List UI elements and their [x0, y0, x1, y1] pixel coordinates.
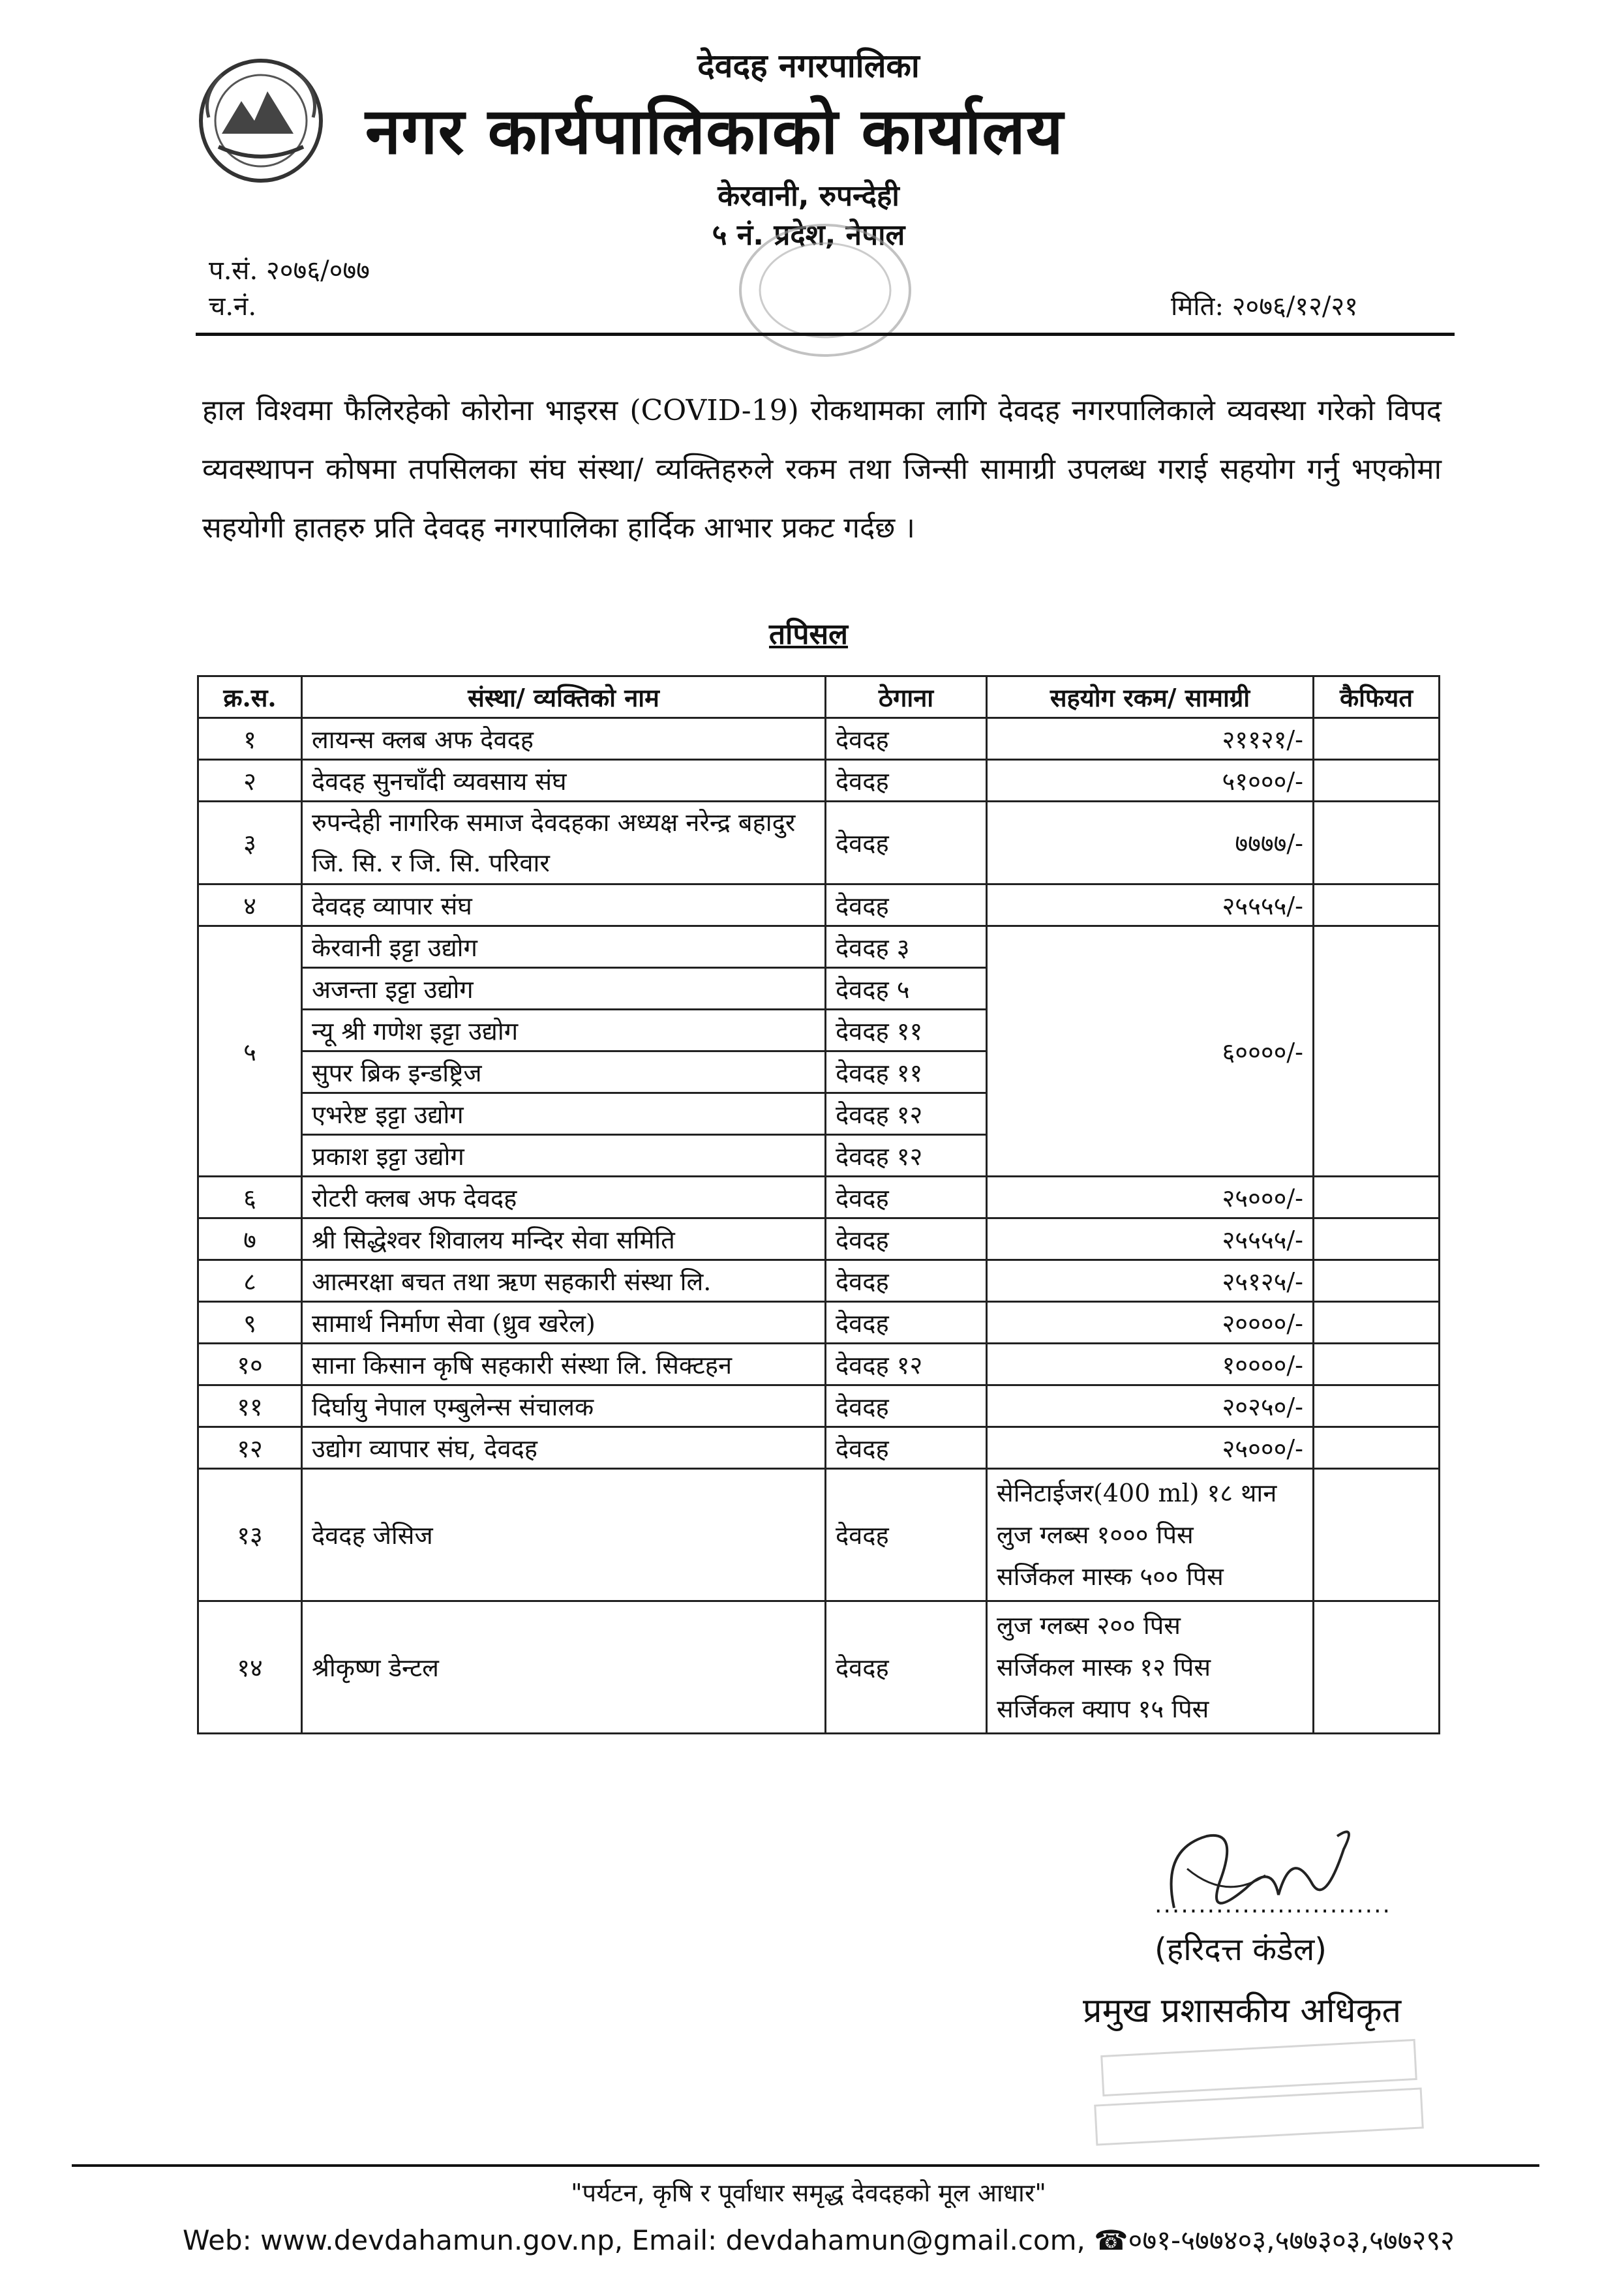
row-address: देवदह: [826, 802, 987, 884]
row-sn: ३: [198, 802, 302, 884]
row-address: देवदह: [826, 718, 987, 760]
footer-motto: "पर्यटन, कृषि र पूर्वाधार समृद्ध देवदहको मूल आधार": [571, 2179, 1046, 2207]
table-row: [198, 802, 1440, 884]
row-name: आत्मरक्षा बचत तथा ऋण सहकारी संस्था लि.: [302, 1260, 826, 1302]
row-remarks: [1314, 1469, 1440, 1601]
row-address: देवदह ५: [826, 968, 987, 1010]
table-row: [198, 1385, 1440, 1427]
row-amount: ५१०००/-: [987, 760, 1314, 802]
row-name: सामार्थ निर्माण सेवा (ध्रुव खरेल): [302, 1302, 826, 1344]
row-name: साना किसान कृषि सहकारी संस्था लि. सिक्टहन: [302, 1344, 826, 1385]
row-address: देवदह १२: [826, 1135, 987, 1177]
table-heading: तपिसल: [768, 618, 849, 651]
row-name: प्रकाश इट्टा उद्योग: [302, 1135, 826, 1177]
row-amount: २११२१/-: [987, 718, 1314, 760]
row-amount: १००००/-: [987, 1344, 1314, 1385]
col-address-header: ठेगाना: [826, 676, 987, 718]
row-sn: ६: [198, 1177, 302, 1218]
row-remarks: [1314, 1260, 1440, 1302]
row-remarks: [1314, 884, 1440, 926]
row-items: [987, 1469, 1314, 1601]
item-line: लुज ग्लब्स २०० पिस: [997, 1611, 1181, 1640]
address-line-2: ५ नं. प्रदेश, नेपाल: [712, 219, 905, 252]
signature-line: ...........................: [1155, 1892, 1391, 1918]
table-row: [198, 884, 1440, 926]
row-name: दिर्घायु नेपाल एम्बुलेन्स संचालक: [302, 1385, 826, 1427]
row-sn: ९: [198, 1302, 302, 1344]
name-stamp-icon: [1089, 2035, 1428, 2152]
row-remarks: [1314, 1218, 1440, 1260]
row-sn: १: [198, 718, 302, 760]
row-remarks: [1314, 1385, 1440, 1427]
row-remarks: [1314, 1427, 1440, 1469]
row-sn: १०: [198, 1344, 302, 1385]
row-name: श्री सिद्धेश्वर शिवालय मन्दिर सेवा समिति: [302, 1218, 826, 1260]
row-amount: २५५५५/-: [987, 1218, 1314, 1260]
row-items: [987, 1601, 1314, 1734]
row-remarks: [1314, 760, 1440, 802]
row-name: उद्योग व्यापार संघ, देवदह: [302, 1427, 826, 1469]
letter-date: मिति: २०७६/१२/२१: [1171, 292, 1358, 322]
table-row: [198, 760, 1440, 802]
row-address: देवदह: [826, 1385, 987, 1427]
row-address: देवदह ३: [826, 926, 987, 968]
row-remarks: [1314, 1601, 1440, 1734]
col-remarks-header: कैफियत: [1314, 676, 1440, 718]
row-remarks: [1314, 1302, 1440, 1344]
item-line: सर्जिकल मास्क १२ पिस: [997, 1653, 1211, 1682]
row-remarks: [1314, 718, 1440, 760]
header-divider: [196, 333, 1455, 336]
item-line: सर्जिकल क्याप १५ पिस: [997, 1695, 1209, 1723]
row-sn: ८: [198, 1260, 302, 1302]
dispatch-number: च.नं.: [209, 292, 257, 322]
footer-contact: Web: www.devdahamun.gov.np, Email: devdahamun@gmail.com, ☎०७१-५७७४०३,५७७३०३,५७७२९२: [183, 2224, 1455, 2256]
signature-icon: [1148, 1810, 1370, 1941]
row-name: देवदह जेसिज: [302, 1469, 826, 1601]
row-name: न्यू श्री गणेश इट्टा उद्योग: [302, 1010, 826, 1051]
row-name: अजन्ता इट्टा उद्योग: [302, 968, 826, 1010]
row-address: देवदह: [826, 1218, 987, 1260]
row-address: देवदह: [826, 1469, 987, 1601]
row-address: देवदह ११: [826, 1010, 987, 1051]
row-amount: ७७७७/-: [987, 802, 1314, 884]
row-name: लायन्स क्लब अफ देवदह: [302, 718, 826, 760]
row-remarks: [1314, 1177, 1440, 1218]
row-name: केरवानी इट्टा उद्योग: [302, 926, 826, 968]
municipality-name: देवदह नगरपालिका: [697, 47, 920, 85]
row-address: देवदह: [826, 1601, 987, 1734]
row-amount: ६००००/-: [987, 926, 1314, 1177]
row-address: देवदह १२: [826, 1093, 987, 1135]
row-name: रोटरी क्लब अफ देवदह: [302, 1177, 826, 1218]
row-address: देवदह ११: [826, 1051, 987, 1093]
row-amount: २००००/-: [987, 1302, 1314, 1344]
table-row: [198, 1260, 1440, 1302]
table-row: [198, 1344, 1440, 1385]
signatory-title: प्रमुख प्रशासकीय अधिकृत: [1083, 1991, 1402, 2031]
table-header-row: [198, 676, 1440, 718]
row-address: देवदह १२: [826, 1344, 987, 1385]
table-row: [198, 1469, 1440, 1601]
row-sn: ५: [198, 926, 302, 1177]
donor-table: [197, 675, 1440, 1734]
table-row: [198, 926, 1440, 968]
table-row: [198, 1427, 1440, 1469]
item-line: सेनिटाईजर(400 ml) १८ थान: [997, 1479, 1277, 1507]
office-stamp-icon: [731, 215, 920, 365]
row-remarks: [1314, 802, 1440, 884]
row-name: देवदह व्यापार संघ: [302, 884, 826, 926]
item-line: सर्जिकल मास्क ५०० पिस: [997, 1562, 1224, 1591]
row-address: देवदह: [826, 884, 987, 926]
row-sn: ११: [198, 1385, 302, 1427]
row-name: सुपर ब्रिक इन्डष्ट्रिज: [302, 1051, 826, 1093]
table-row: [198, 1601, 1440, 1734]
row-sn: ७: [198, 1218, 302, 1260]
table-row: [198, 1177, 1440, 1218]
table-row: [198, 1302, 1440, 1344]
row-sn: २: [198, 760, 302, 802]
row-name: श्रीकृष्ण डेन्टल: [302, 1601, 826, 1734]
row-name: रुपन्देही नागरिक समाज देवदहका अध्यक्ष नरेन्द्र बहादुर जि. सि. र जि. सि. परिवार: [302, 802, 826, 884]
row-amount: २०२५०/-: [987, 1385, 1314, 1427]
signatory-name: (हरिदत्त कंडेल): [1155, 1931, 1327, 1968]
col-name-header: संस्था/ व्यक्तिको नाम: [302, 676, 826, 718]
reference-number: प.सं. २०७६/०७७: [209, 256, 370, 286]
row-amount: २५५५५/-: [987, 884, 1314, 926]
footer-divider: [72, 2164, 1539, 2167]
col-amount-header: सहयोग रकम/ सामाग्री: [987, 676, 1314, 718]
row-sn: १४: [198, 1601, 302, 1734]
col-sn-header: क्र.स.: [198, 676, 302, 718]
row-amount: २५०००/-: [987, 1427, 1314, 1469]
row-sn: १२: [198, 1427, 302, 1469]
table-row: [198, 1218, 1440, 1260]
body-paragraph: हाल विश्वमा फैलिरहेको कोरोना भाइरस (COVID-19) रोकथामका लागि देवदह नगरपालिकाले व्यवस्था गरेको विपद व्यवस्थापन कोषमा तपसिलका संघ संस्था/ व्यक्तिहरुले रकम तथा जिन्सी सामाग्री उपलब्ध गराई सहयोग गर्नु भएकोमा सहयोगी हातहरु प्रति देवदह नगरपालिका हार्दिक आभार प्रकट गर्दछ ।: [202, 394, 1442, 545]
row-address: देवदह: [826, 1177, 987, 1218]
row-remarks: [1314, 926, 1440, 1177]
row-address: देवदह: [826, 1260, 987, 1302]
row-sn: ४: [198, 884, 302, 926]
row-name: एभरेष्ट इट्टा उद्योग: [302, 1093, 826, 1135]
row-address: देवदह: [826, 1302, 987, 1344]
row-address: देवदह: [826, 1427, 987, 1469]
item-line: लुज ग्लब्स १००० पिस: [997, 1520, 1194, 1549]
row-name: देवदह सुनचाँदी व्यवसाय संघ: [302, 760, 826, 802]
row-remarks: [1314, 1344, 1440, 1385]
row-sn: १३: [198, 1469, 302, 1601]
table-row: [198, 718, 1440, 760]
row-address: देवदह: [826, 760, 987, 802]
office-title: नगर कार्यपालिकाको कार्यालय: [365, 95, 1064, 169]
row-amount: २५१२५/-: [987, 1260, 1314, 1302]
address-line-1: केरवानी, रुपन्देही: [718, 179, 899, 213]
row-amount: २५०००/-: [987, 1177, 1314, 1218]
